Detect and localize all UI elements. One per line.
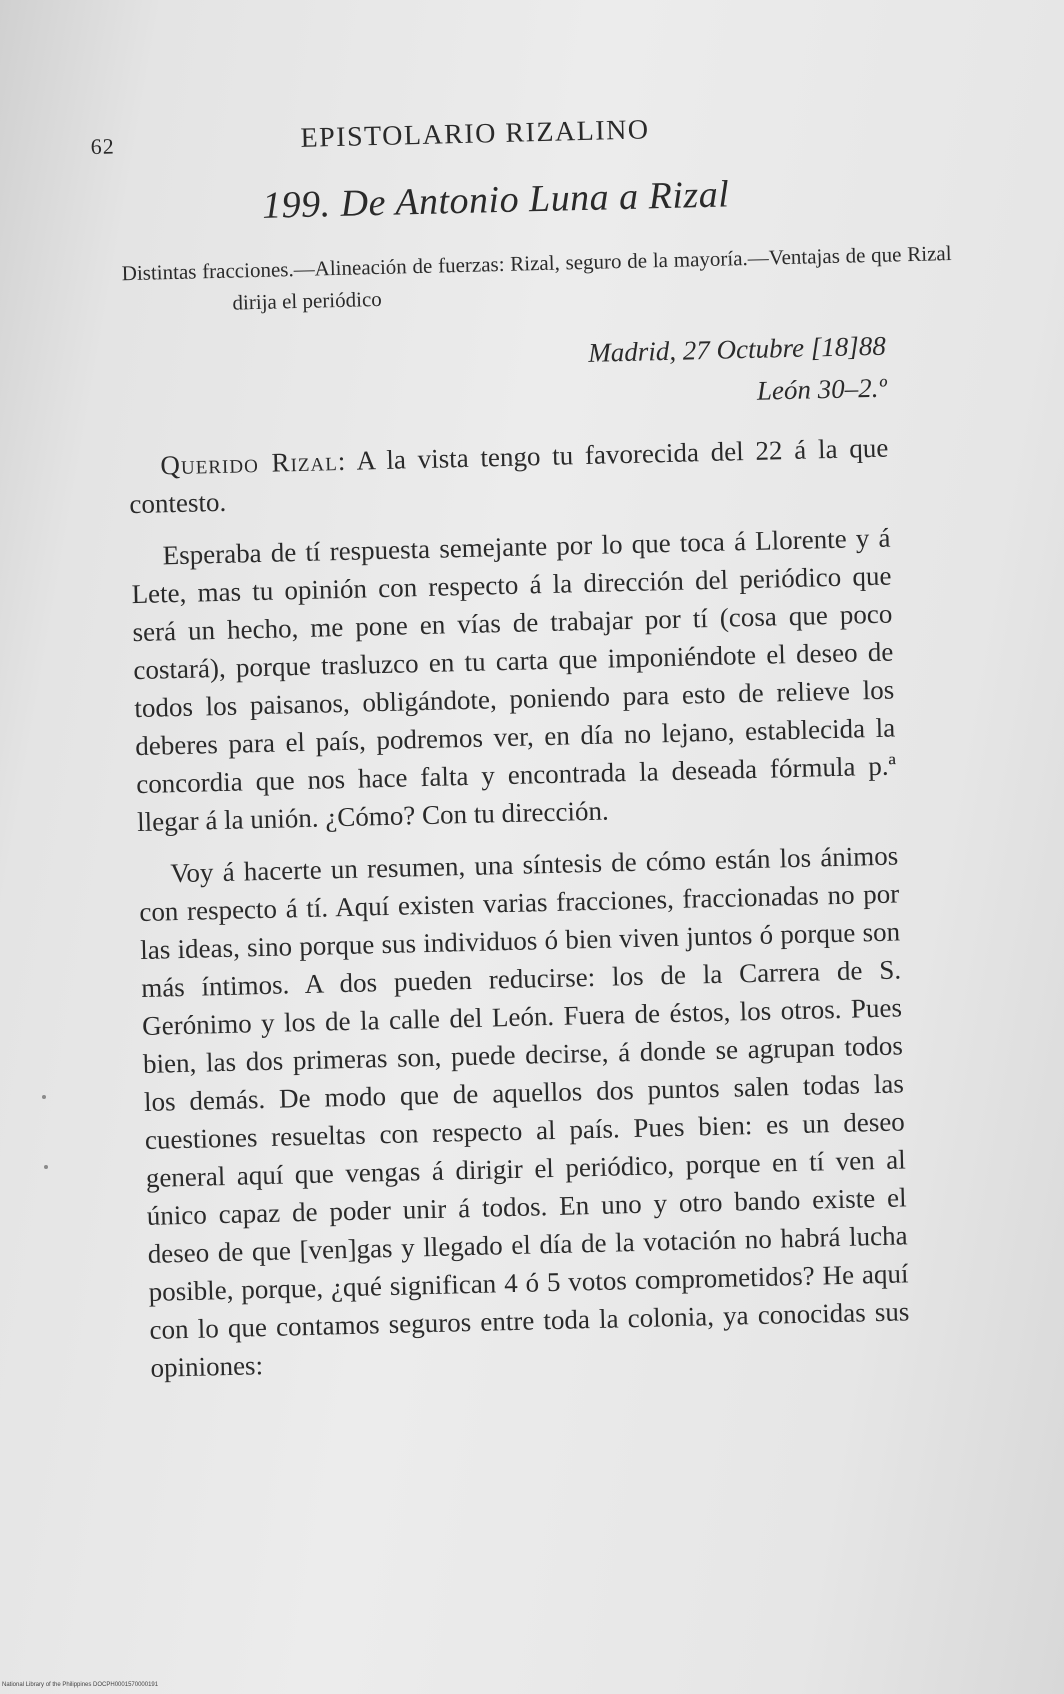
book-page: [90, 99, 986, 1620]
paragraph-3: Voy á hacerte un resumen, una síntesis de cómo están los ánimos con respecto á tí. Aquí existen varias fracciones, fraccionadas no por las ideas, sino porque sus individuos ó bien viven juntos ó porque son más íntimos. A dos pueden reducirse: los de la Carrera de S. Gerónimo y los de la calle del León. Fuera de éstos, los otros. Pues bien, las dos primeras son, puede decirse, á donde se agrupan todos los demás. De modo que de aquellos dos puntos salen todas las cuestiones resueltas con respecto al país. Pues bien: es un deseo general aquí que vengas á dirigir el periódico, porque en tí ven al único capaz de poder unir á todos. En uno y otro bando existe el deseo de que [ven]gas y llegado el día de la votación no habrá lucha posible, porque, ¿qué significan 4 ó 5 votos comprometidos? He aquí con lo que contamos seguros entre toda la colonia, ya conocidas sus opiniones:: [138, 840, 910, 1383]
salutation: Querido Rizal:: [160, 445, 347, 481]
dateline-address: León 30–2.º: [756, 372, 888, 406]
book-title: EPISTOLARIO RIZALINO: [300, 114, 650, 154]
paragraph-1-text: A la vista tengo tu favorecida del 22 á la que contesto.: [129, 432, 889, 520]
paragraph-2: Esperaba de tí respuesta semejante por lo que toca á Llorente y á Lete, mas tu opinión con respecto á la dirección del periódico que será un hecho, me pone en vías de trabajar por tí (cosa que poco costará), porque trasluzco en tu carta que imponiéndote el deseo de todos los paisanos, obligándote, poniendo para esto de relieve los deberes para el país, podremos ver, en día no lejano, establecida la concordia que nos hace falta y encontrada la deseada fórmula p.ª llegar á la unión. ¿Cómo? Con tu dirección.: [131, 522, 897, 838]
margin-speck: [44, 1165, 48, 1169]
paragraph-1: [128, 429, 890, 524]
letter-summary: Distintas fracciones.—Alineación de fuerzas: Rizal, seguro de la mayoría.—Ventajas de que Rizal dirija el periódico: [121, 240, 952, 315]
footer-credit: National Library of the Philippines DOCPH0001570000191: [2, 1682, 159, 1688]
dateline: [95, 323, 957, 428]
letter-title: 199. De Antonio Luna a Rizal: [261, 173, 730, 227]
dateline-place-date: Madrid, 27 Octubre [18]88: [587, 330, 887, 368]
page-number: 62: [90, 133, 115, 159]
margin-speck: [42, 1095, 46, 1099]
letter-body: [128, 429, 911, 1387]
